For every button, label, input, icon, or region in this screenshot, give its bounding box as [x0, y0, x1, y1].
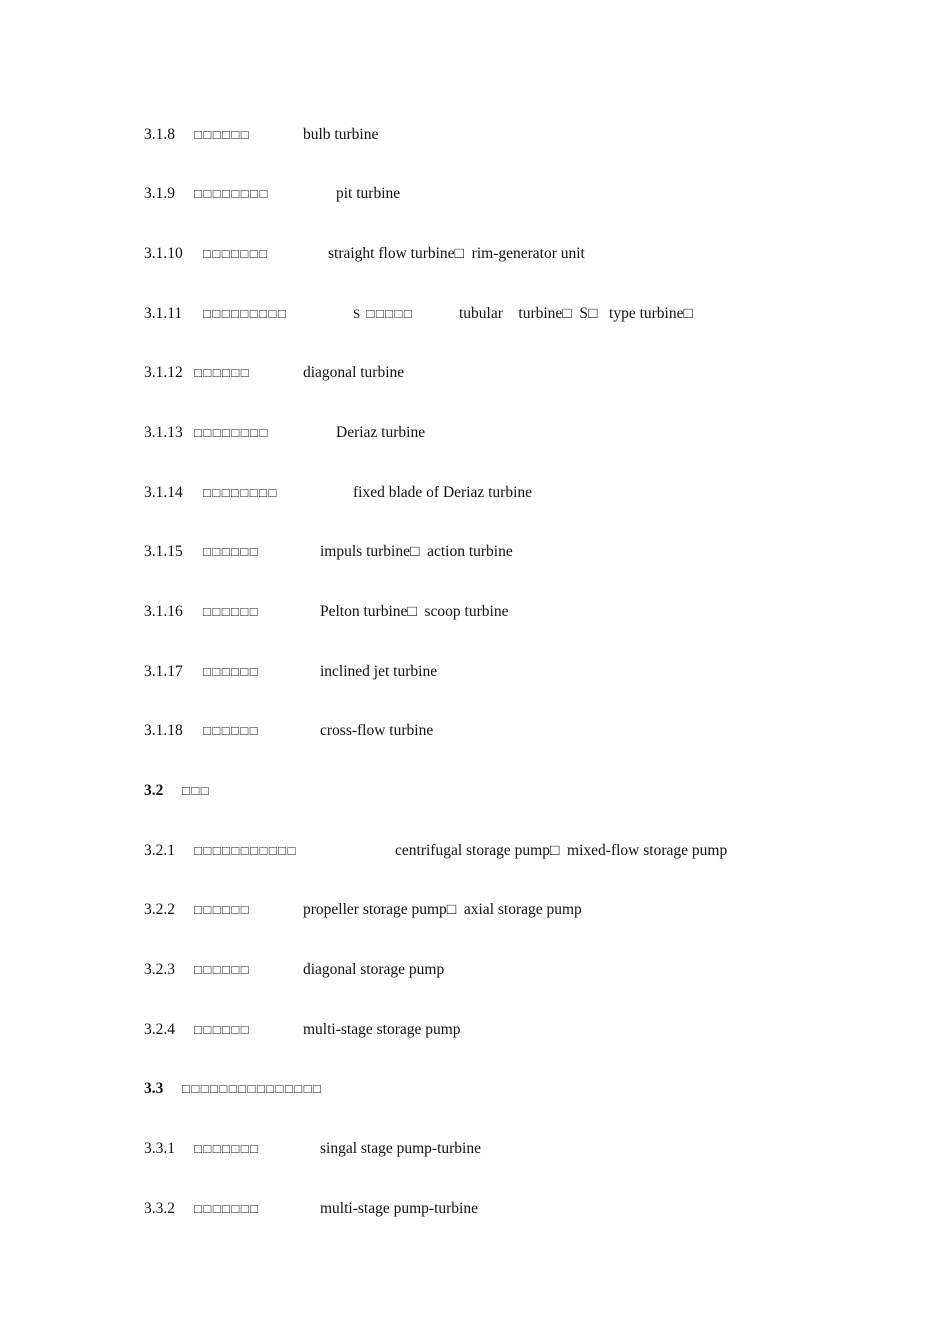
entry-3-2-2 — [144, 899, 582, 921]
section-title: □□□ — [182, 783, 211, 798]
entry-english-term: tubular turbine□ S□ type turbine□ — [459, 305, 693, 322]
entry-chinese-term: □□□□□□ — [203, 723, 260, 738]
entry-chinese-term: □□□□□□ — [203, 604, 260, 619]
entry-number: 3.1.10 — [144, 245, 183, 262]
entry-number: 3.2.2 — [144, 901, 175, 918]
section-heading-3-3 — [144, 1078, 323, 1100]
entry-english-term: straight flow turbine□ rim-generator unit — [328, 245, 585, 262]
entry-3-1-8 — [144, 124, 379, 146]
entry-chinese-term: □□□□□□ — [194, 962, 251, 977]
entry-chinese-term: □□□□□□□□□□□ — [194, 843, 297, 858]
entry-chinese-term: □□□□□□□□ — [203, 485, 278, 500]
entry-number: 3.1.15 — [144, 543, 183, 560]
entry-number: 3.3.1 — [144, 1140, 175, 1157]
entry-chinese-term: □□□□□□ — [203, 664, 260, 679]
entry-3-1-13 — [144, 422, 426, 444]
entry-english-term: singal stage pump-turbine — [320, 1140, 481, 1157]
entry-english-term: impuls turbine□ action turbine — [320, 543, 513, 560]
entry-chinese-term: □□□□□□□□ — [194, 186, 269, 201]
entry-chinese-term: □□□□□□ — [194, 1022, 251, 1037]
entry-chinese-term: □□□□□□□ — [194, 1141, 260, 1156]
entry-chinese-term: □□□□□□ — [194, 902, 251, 917]
entry-3-2-4 — [144, 1019, 461, 1041]
entry-number: 3.1.8 — [144, 126, 175, 143]
entry-3-1-12 — [144, 362, 405, 384]
entry-number: 3.3.2 — [144, 1200, 175, 1217]
entry-number: 3.2.4 — [144, 1021, 175, 1038]
entry-number: 3.2.3 — [144, 961, 175, 978]
entry-3-1-11 — [144, 303, 693, 325]
section-heading-3-2 — [144, 780, 211, 802]
entry-chinese-term-alt: S □□□□□ — [353, 306, 414, 321]
entry-3-1-16 — [144, 601, 509, 623]
entry-3-2-1 — [144, 840, 728, 862]
entry-3-3-1 — [144, 1138, 481, 1160]
entry-3-1-9 — [144, 183, 401, 205]
entry-chinese-term: □□□□□□ — [194, 365, 251, 380]
entry-english-term: diagonal storage pump — [303, 961, 445, 978]
entry-english-term: pit turbine — [336, 185, 401, 202]
entry-number: 3.2.1 — [144, 842, 175, 859]
entry-english-term: multi-stage storage pump — [303, 1021, 461, 1038]
entry-english-term: centrifugal storage pump□ mixed-flow storage pump — [395, 842, 728, 859]
entry-english-term: diagonal turbine — [303, 364, 405, 381]
entry-english-term: cross-flow turbine — [320, 722, 434, 739]
entry-chinese-term: □□□□□□ — [203, 544, 260, 559]
entry-chinese-term: □□□□□□□□ — [194, 425, 269, 440]
section-number: 3.3 — [144, 1080, 164, 1097]
entry-chinese-term: □□□□□□□ — [194, 1201, 260, 1216]
section-number: 3.2 — [144, 782, 164, 799]
entry-chinese-term: □□□□□□ — [194, 127, 251, 142]
entry-number: 3.1.16 — [144, 603, 183, 620]
entry-3-1-15 — [144, 541, 513, 563]
entry-chinese-term: □□□□□□□ — [203, 246, 269, 261]
entry-3-1-14 — [144, 482, 533, 504]
entry-english-term: fixed blade of Deriaz turbine — [353, 484, 533, 501]
entry-number: 3.1.11 — [144, 305, 183, 322]
entry-3-1-18 — [144, 720, 434, 742]
entry-english-term: inclined jet turbine — [320, 663, 438, 680]
entry-3-1-17 — [144, 661, 438, 683]
entry-number: 3.1.18 — [144, 722, 183, 739]
entry-english-term: Deriaz turbine — [336, 424, 426, 441]
entry-number: 3.1.17 — [144, 663, 183, 680]
entry-number: 3.1.13 — [144, 424, 183, 441]
entry-3-2-3 — [144, 959, 445, 981]
entry-english-term: bulb turbine — [303, 126, 379, 143]
entry-chinese-term: □□□□□□□□□ — [203, 306, 288, 321]
entry-number: 3.1.14 — [144, 484, 183, 501]
entry-english-term: propeller storage pump□ axial storage pump — [303, 901, 582, 918]
entry-english-term: multi-stage pump-turbine — [320, 1200, 478, 1217]
entry-number: 3.1.12 — [144, 364, 183, 381]
entry-3-1-10 — [144, 243, 585, 265]
entry-english-term: Pelton turbine□ scoop turbine — [320, 603, 509, 620]
section-title: □□□□□□□□□□□□□□□ — [182, 1081, 323, 1096]
entry-number: 3.1.9 — [144, 185, 175, 202]
entry-3-3-2 — [144, 1198, 478, 1220]
